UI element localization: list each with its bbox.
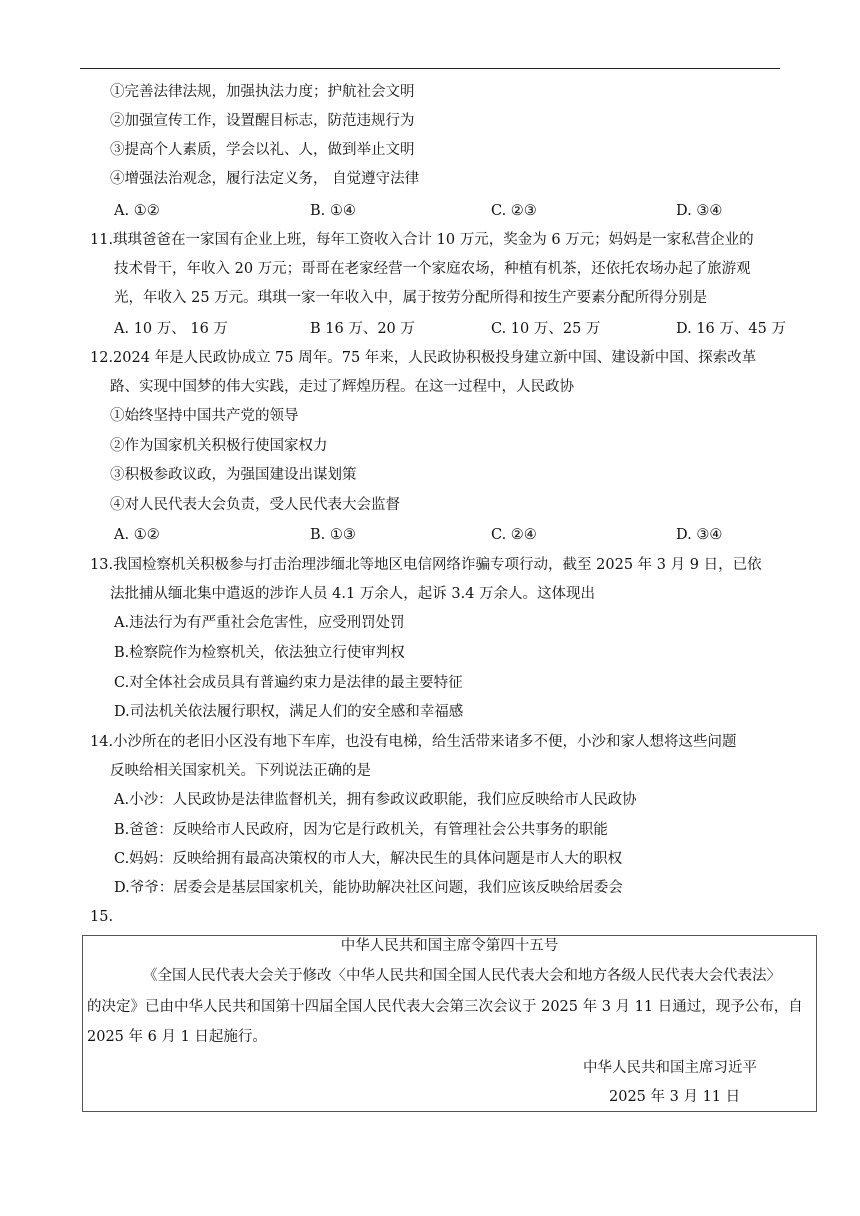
q12-item-1: ①始终坚持中国共产党的领导 [110, 408, 299, 424]
q14-option-a: A.小沙：人民政协是法律监督机关，拥有参政议政职能，我们应反映给市人民政协 [114, 792, 637, 808]
order-date: 2025 年 3 月 11 日 [609, 1089, 741, 1105]
q12-option-b: B. ①③ [310, 527, 356, 543]
q13-stem-line-2: 法批捕从缅北集中遣返的涉诈人员 4.1 万余人，起诉 3.4 万余人。这体现出 [110, 586, 596, 602]
q12-stem-line-2: 路、实现中国梦的伟大实践，走过了辉煌历程。在这一过程中，人民政协 [110, 379, 574, 395]
q11-stem-line-1: 11.琪琪爸爸在一家国有企业上班，每年工资收入合计 10 万元，奖金为 6 万元；妈妈是一家私营企业的 [90, 232, 754, 248]
q14-option-b: B.爸爸：反映给市人民政府，因为它是行政机关，有管理社会公共事务的职能 [114, 822, 608, 838]
q10-option-a: A. ①② [114, 203, 160, 219]
q13-option-d: D.司法机关依法履行职权，满足人们的安全感和幸福感 [114, 704, 464, 720]
q10-option-c: C. ②③ [491, 203, 537, 219]
q12-item-2: ②作为国家机关积极行使国家权力 [110, 438, 328, 454]
order-body-line-2: 的决定》已由中华人民共和国第十四届全国人民代表大会第三次会议于 2025 年 3 月 11 日通过，现予公布，自 [87, 999, 803, 1015]
q14-stem-line-1: 14.小沙所在的老旧小区没有地下车库，也没有电梯，给生活带来诸多不便，小沙和家人想将这些问题 [90, 734, 737, 750]
q10-option-b: B. ①④ [310, 203, 356, 219]
q12-option-d: D. ③④ [676, 527, 723, 543]
q10-item-2: ②加强宣传工作，设置醒目标志，防范违规行为 [110, 113, 415, 129]
q12-item-3: ③积极参政议政，为强国建设出谋划策 [110, 467, 357, 483]
order-signature: 中华人民共和国主席习近平 [583, 1060, 757, 1076]
q10-item-4: ④增强法治观念，履行法定义务， 自觉遵守法律 [110, 171, 420, 187]
q11-option-b: B 16 万、20 万 [310, 321, 415, 337]
q14-option-c: C.妈妈：反映给拥有最高决策权的市人大，解决民生的具体问题是市人大的职权 [114, 851, 623, 867]
q12-item-4: ④对人民代表大会负责，受人民代表大会监督 [110, 497, 400, 513]
header-rule [80, 68, 780, 69]
q10-option-d: D. ③④ [676, 203, 723, 219]
q11-option-c: C. 10 万、25 万 [491, 321, 601, 337]
q13-option-a: A.违法行为有严重社会危害性，应受刑罚处罚 [114, 615, 405, 631]
q11-stem-line-3: 光，年收入 25 万元。琪琪一家一年收入中，属于按劳分配所得和按生产要素分配所得分别是 [114, 290, 708, 306]
q11-stem-line-2: 技术骨干，年收入 20 万元；哥哥在老家经营一个家庭农场，种植有机茶，还依托农场办起了旅游观 [114, 261, 751, 277]
q10-item-3: ③提高个人素质，学会以礼、人，做到举止文明 [110, 142, 415, 158]
order-body-line-3: 2025 年 6 月 1 日起施行。 [87, 1029, 267, 1045]
q13-option-c: C.对全体社会成员具有普遍约束力是法律的最主要特征 [114, 675, 463, 691]
q13-option-b: B.检察院作为检察机关，依法独立行使审判权 [114, 645, 405, 661]
q10-item-1: ①完善法律法规，加强执法力度；护航社会文明 [110, 84, 415, 100]
q11-option-d: D. 16 万、45 万 [676, 321, 786, 337]
q12-option-a: A. ①② [114, 527, 160, 543]
q12-stem-line-1: 12.2024 年是人民政协成立 75 周年。75 年来，人民政协积极投身建立新中国、建设新中国、探索改革 [90, 350, 757, 366]
q13-stem-line-1: 13.我国检察机关积极参与打击治理涉缅北等地区电信网络诈骗专项行动，截至 2025 年 3 月 9 日，已依 [90, 557, 762, 573]
order-body-line-1: 《全国人民代表大会关于修改〈中华人民共和国全国人民代表大会和地方各级人民代表大会代表法〉 [143, 968, 781, 984]
q15-number: 15. [90, 909, 114, 925]
q11-option-a: A. 10 万、 16 万 [114, 321, 228, 337]
order-title: 中华人民共和国主席令第四十五号 [340, 938, 559, 954]
presidential-order-box [82, 935, 817, 1112]
q12-option-c: C. ②④ [491, 527, 537, 543]
q14-stem-line-2: 反映给相关国家机关。下列说法正确的是 [110, 763, 371, 779]
q14-option-d: D.爷爷：居委会是基层国家机关，能协助解决社区问题，我们应该反映给居委会 [114, 880, 623, 896]
